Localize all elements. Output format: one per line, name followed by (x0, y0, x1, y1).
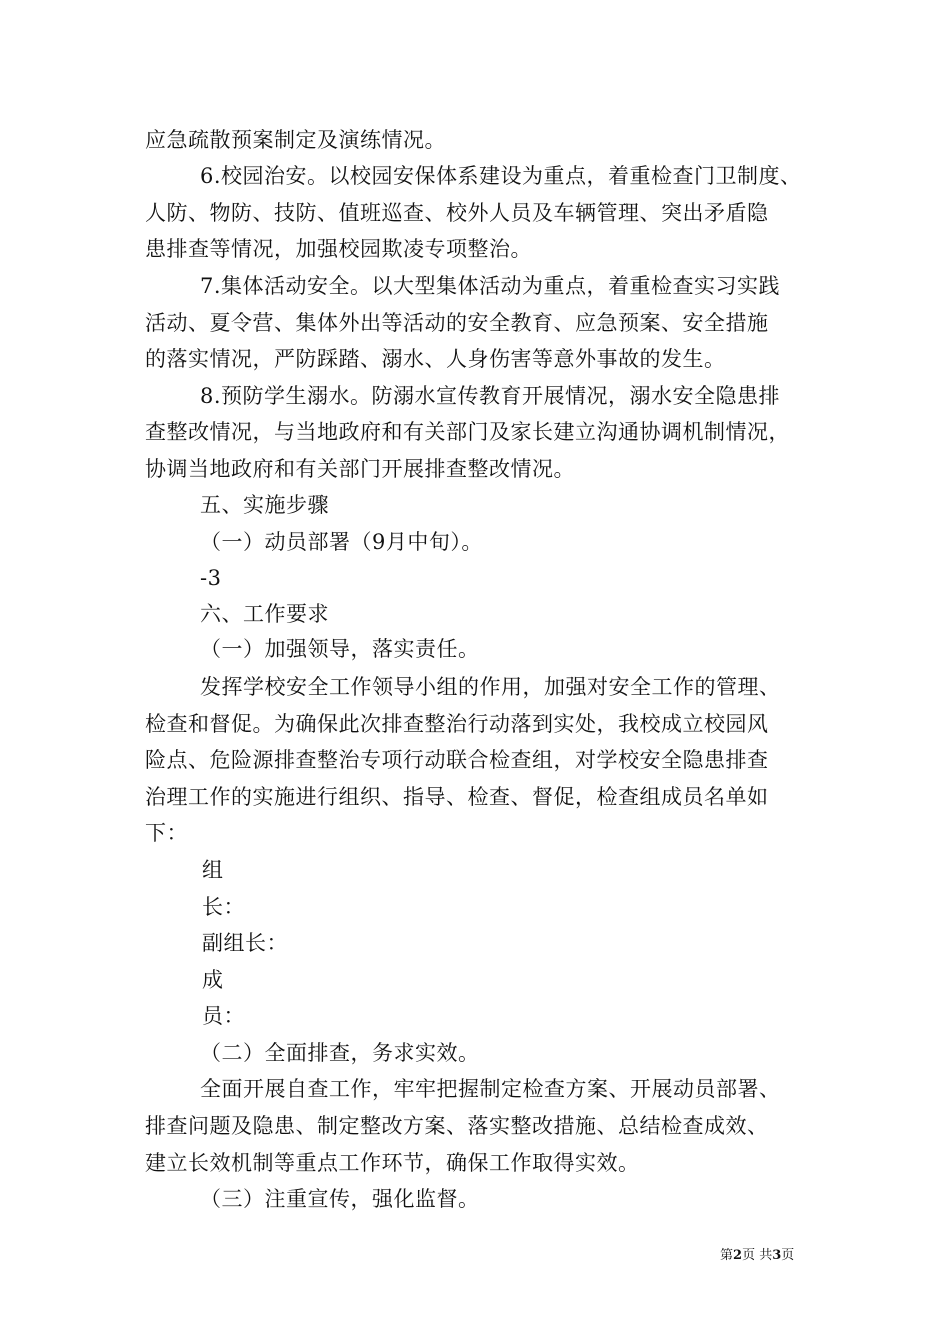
paragraph-line: 下： (145, 821, 188, 845)
footer-middle: 页 共 (742, 1248, 773, 1263)
paragraph-line: 的落实情况，严防踩踏、溺水、人身伤害等意外事故的发生。 (145, 347, 726, 371)
paragraph-line: 协调当地政府和有关部门开展排查整改情况。 (145, 457, 575, 481)
total-pages-number: 3 (772, 1248, 782, 1263)
member-label: 成 (202, 968, 224, 992)
subsection-heading: （二）全面排查，务求实效。 (200, 1041, 480, 1065)
paragraph-line: -3 (200, 566, 222, 590)
member-label: 员： (202, 1004, 245, 1028)
paragraph-line: 险点、危险源排查整治专项行动联合检查组，对学校安全隐患排查 (145, 748, 769, 772)
current-page-number: 2 (733, 1248, 743, 1263)
subsection-heading: （三）注重宣传，强化监督。 (200, 1187, 480, 1211)
subsection-heading: （一）动员部署（9月中旬）。 (200, 530, 483, 554)
paragraph-line: 治理工作的实施进行组织、指导、检查、督促，检查组成员名单如 (145, 785, 769, 809)
footer-suffix: 页 (781, 1248, 795, 1263)
member-label: 组 (202, 858, 224, 882)
paragraph-line: 建立长效机制等重点工作环节，确保工作取得实效。 (145, 1151, 640, 1175)
paragraph-line: 发挥学校安全工作领导小组的作用，加强对安全工作的管理、 (200, 675, 781, 699)
paragraph-line: 检查和督促。为确保此次排查整治行动落到实处，我校成立校园风 (145, 712, 769, 736)
paragraph-line: 活动、夏令营、集体外出等活动的安全教育、应急预案、安全措施 (145, 311, 769, 335)
footer-prefix: 第 (720, 1248, 734, 1263)
page-number-footer (720, 1248, 794, 1264)
paragraph-line: 全面开展自查工作，牢牢把握制定检查方案、开展动员部署、 (200, 1077, 781, 1101)
paragraph-line: 6.校园治安。以校园安保体系建设为重点，着重检查门卫制度、 (200, 164, 802, 188)
paragraph-line: 排查问题及隐患、制定整改方案、落实整改措施、总结检查成效、 (145, 1114, 769, 1138)
paragraph-line: 应急疏散预案制定及演练情况。 (145, 128, 446, 152)
paragraph-line: 人防、物防、技防、值班巡查、校外人员及车辆管理、突出矛盾隐 (145, 201, 769, 225)
paragraph-line: 8.预防学生溺水。防溺水宣传教育开展情况，溺水安全隐患排 (200, 384, 781, 408)
paragraph-line: 患排查等情况，加强校园欺凌专项整治。 (145, 237, 532, 261)
member-label: 副组长： (202, 931, 288, 955)
member-label: 长： (202, 895, 245, 919)
section-heading: 五、实施步骤 (200, 493, 329, 517)
paragraph-line: 7.集体活动安全。以大型集体活动为重点，着重检查实习实践 (200, 274, 781, 298)
subsection-heading: （一）加强领导，落实责任。 (200, 637, 480, 661)
paragraph-line: 查整改情况，与当地政府和有关部门及家长建立沟通协调机制情况， (145, 420, 790, 444)
section-heading: 六、工作要求 (200, 602, 329, 626)
